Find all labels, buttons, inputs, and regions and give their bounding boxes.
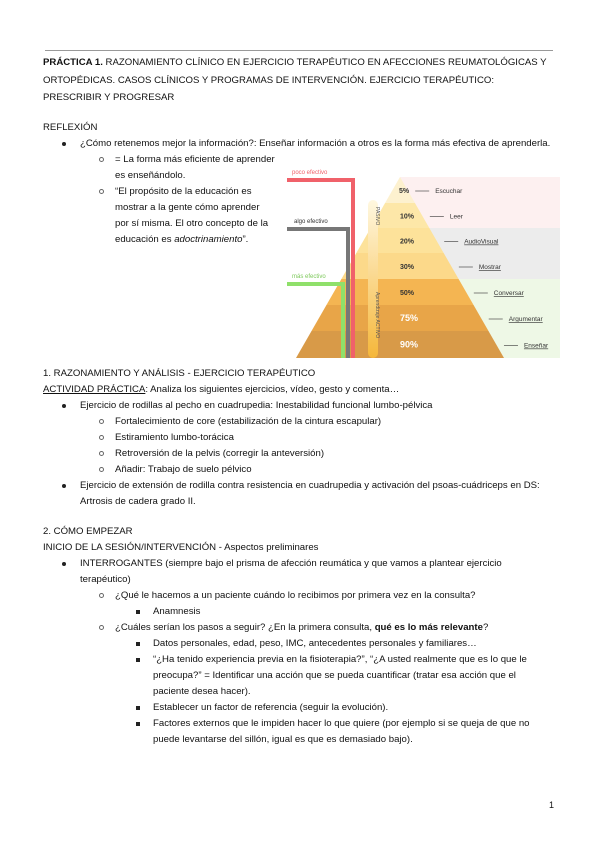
section-2-heading: 2. CÓMO EMPEZAR <box>43 526 133 537</box>
q2-text: ¿Cuáles serían los pasos a seguir? ¿En la primera consulta, <box>115 622 375 633</box>
quote-text: “El propósito de la educación es mostrar a la gente cómo aprender por sí misma. El otro concepto de la educación es <box>115 186 269 245</box>
level-percent: 5% <box>399 188 410 195</box>
page-title <box>43 54 553 107</box>
q2-bold: qué es lo más relevante <box>374 622 483 633</box>
section-2 <box>43 524 553 748</box>
level-percent: 50% <box>400 290 415 297</box>
activity-label: ACTIVIDAD PRÁCTICA <box>43 384 146 395</box>
exercise-1-sub: Estiramiento lumbo-torácica <box>43 430 553 446</box>
page-number: 1 <box>549 800 555 810</box>
quote-italic: adoctrinamiento <box>174 234 243 245</box>
step-item: Factores externos que le impiden hacer lo que quiere (por ejemplo si se queja de que no puede levantarse del sillón, igual es que es demasiado bajo). <box>43 716 553 748</box>
q2-end: ? <box>482 622 489 633</box>
level-percent: 10% <box>400 213 415 221</box>
level-label: AudioVisual <box>464 238 499 246</box>
reflexion-heading: REFLEXIÓN <box>43 122 98 133</box>
activity-line <box>43 382 553 398</box>
level-label: Enseñar <box>523 342 549 350</box>
algo-label: algo efectivo <box>294 219 328 225</box>
level-label: Leer <box>449 213 463 221</box>
interrogantes-bullet: INTERROGANTES (siempre bajo el prisma de afección reumática y que vamos a plantear ejercicio terapéutico) <box>43 556 553 588</box>
step-item: Establecer un factor de referencia (seguir la evolución). <box>43 700 553 716</box>
poco-label: poco efectivo <box>292 170 328 176</box>
section-2-subheading: INICIO DE LA SESIÓN/INTERVENCIÓN - Aspectos preliminares <box>43 542 319 553</box>
level-percent: 90% <box>400 339 419 350</box>
activo-label: Aprendizaje ACTIVO <box>374 292 380 339</box>
exercise-1-sub: Añadir: Trabajo de suelo pélvico <box>43 462 553 478</box>
step-item: “¿Ha tenido experiencia previa en la fisioterapia?”, “¿A usted realmente que es lo que le preocupa?” = Identificar una acción que se pueda cuantificar (tratar esa acción que el paciente desea hacer). <box>43 652 553 700</box>
reflexion-sub-1: = La forma más eficiente de aprender es enseñándolo. <box>43 152 275 184</box>
header-rule <box>45 50 553 51</box>
exercise-1-sub: Retroversión de la pelvis (corregir la anteversión) <box>43 446 553 462</box>
question-1-answer: Anamnesis <box>43 604 553 620</box>
activity-text: : Analiza los siguientes ejercicios, vídeo, gesto y comenta… <box>145 384 400 395</box>
level-percent: 20% <box>400 238 415 246</box>
level-label: Escuchar <box>435 188 463 195</box>
level-percent: 75% <box>400 313 419 323</box>
title-text: RAZONAMIENTO CLÍNICO EN EJERCICIO TERAPÉUTICO EN AFECCIONES REUMATOLÓGICAS Y ORTOPÉDICAS. CASOS CLÍNICOS Y PROGRAMAS DE INTERVENCIÓN. EJERCICIO TERAPÉUTICO: PRESCRIBIR Y PROGRESAR <box>43 57 547 103</box>
reflexion-bullet: ¿Cómo retenemos mejor la información?: Enseñar información a otros es la forma más efectiva de aprenderla. <box>43 136 553 152</box>
reflexion-sub-2 <box>43 184 275 248</box>
learning-pyramid-figure <box>272 162 560 360</box>
question-2 <box>43 620 553 636</box>
level-label: Argumentar <box>508 316 543 323</box>
mas-label: más efectivo <box>292 274 326 280</box>
pasivo-label: PASIVO <box>374 207 380 226</box>
section-1-heading: 1. RAZONAMIENTO Y ANÁLISIS - EJERCICIO TERAPÉUTICO <box>43 368 316 379</box>
level-percent: 30% <box>400 264 415 271</box>
title-bold: PRÁCTICA 1. <box>43 57 103 68</box>
level-label: Conversar <box>493 290 524 297</box>
exercise-1-sub: Fortalecimiento de core (estabilización de la cintura escapular) <box>43 414 553 430</box>
question-1: ¿Qué le hacemos a un paciente cuándo lo recibimos por primera vez en la consulta? <box>43 588 553 604</box>
exercise-2: Ejercicio de extensión de rodilla contra resistencia en cuadrupedia y activación del psoas-cuádriceps en DS: Artrosis de cadera grado II. <box>43 478 553 510</box>
exercise-1: Ejercicio de rodillas al pecho en cuadrupedia: Inestabilidad funcional lumbo-pélvica <box>43 398 553 414</box>
level-label: Mostrar <box>478 264 501 271</box>
quote-end: ”. <box>242 234 249 245</box>
section-1 <box>43 366 553 510</box>
step-item: Datos personales, edad, peso, IMC, antecedentes personales y familiares… <box>43 636 553 652</box>
